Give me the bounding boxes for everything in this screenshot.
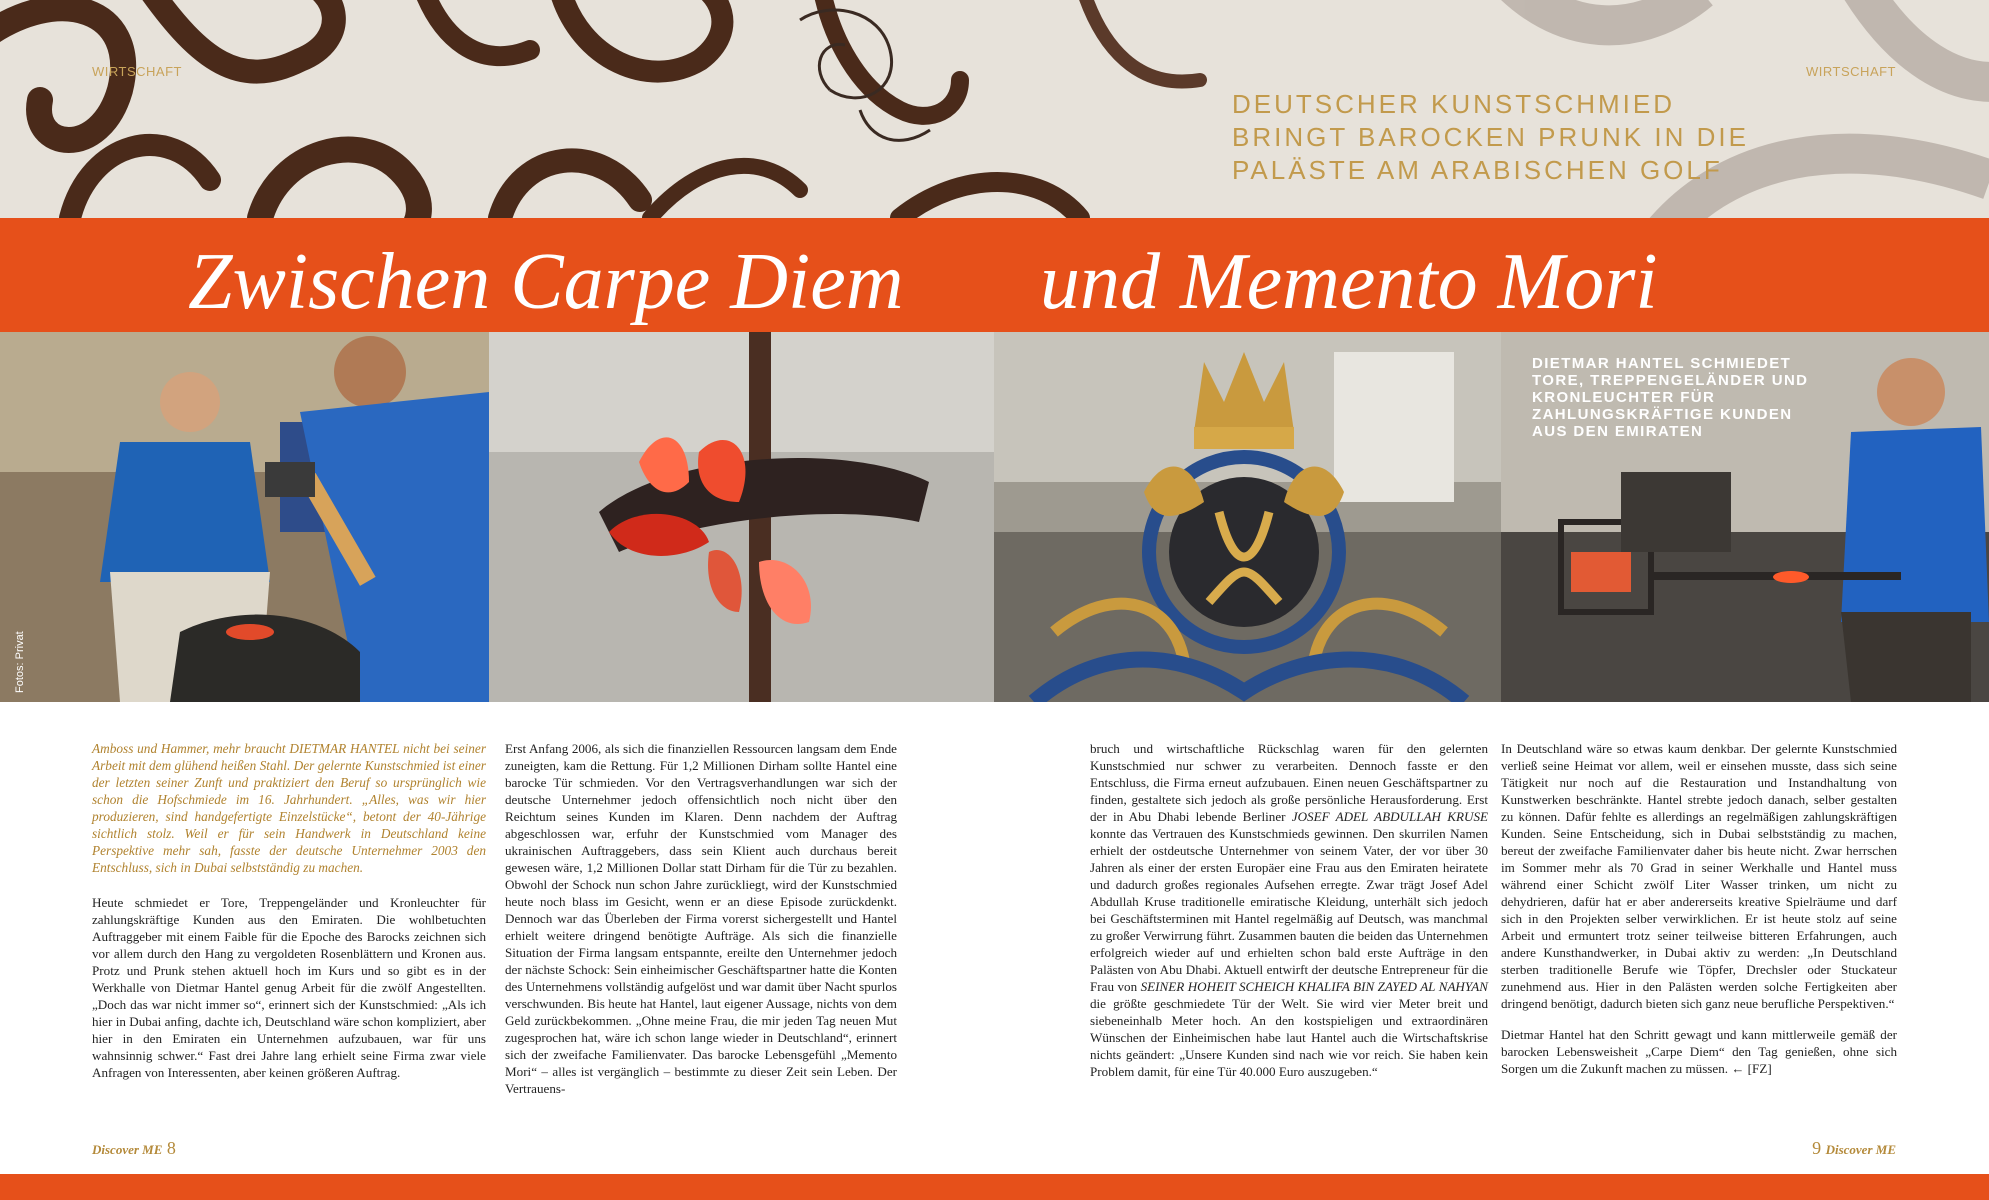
article-paragraph: Dietmar Hantel hat den Schritt gewagt und kann mittlerweile gemäß der barocken Lebensweisheit „Carpe Diem“ den Tag genießen, ohne sich Sorgen um die Zukunft machen zu müssen. ← [FZ] (1501, 1027, 1897, 1076)
text-span: die größte geschmiedete Tür der Welt. Sie wird vier Meter breit und siebeneinhalb Meter hoch. An den kostspieligen und extraordinären Wünschen der Einheimischen habe laut Hantel auch die Wirtschaftskrise nichts geändert: „Unsere Kunden sind nach wie vor reich. Sie haben kein Problem damit, für eine Tür 40.000 Euro auszugeben.“ (1090, 996, 1488, 1079)
article-paragraph: Erst Anfang 2006, als sich die finanziellen Ressourcen langsam dem Ende zuneigten, kam die Rettung. Für 1,2 Millionen Dirham sollte Hantel eine barocke Tür schmieden. Vor den Vertragsverhandlungen war sich der deutsche Unternehmer jedoch offensichtlich noch nicht über den Reichtum seines Kunden im Klaren. Denn nachdem der Auftrag abgeschlossen war, erfuhr der Kunstschmied vom Manager des ukrainischen Auftraggebers, dass sein Klient auch durchaus bereit gewesen wäre, 1,2 Millionen Dollar statt Dirham für die Tür zu bezahlen. Obwohl der Schock nun schon Jahre zurückliegt, wird der Kunstschmied heute noch blass im Gesicht, wenn er an diese Episode zurückdenkt. Dennoch war das Überleben der Firma vorerst sichergestellt und Hantel erhielt weitere dringend benötigte Aufträge. Als sich die finanzielle Situation der Firma langsam entspannte, ereilte den Unternehmer jedoch der nächste Schock: Sein einheimischer Geschäftspartner hatte die Konten des Unternehmens vollständig aufgelöst und war damit über Nacht spurlos verschwunden. Bis heute hat Hantel, laut eigener Aussage, nichts von dem Geld zurückbekommen. „Ohne meine Frau, die mir jeden Tag neuen Mut zugesprochen hat, wäre ich schon lange wieder in Deutschland“, erinnert sich der zweifache Familienvater. Das barocke Lebensgefühl „Memento Mori“ – alles ist vergänglich – bestimmte zu dieser Zeit sein Leben. Der Vertrauens- (505, 741, 897, 1096)
article-paragraph: Heute schmiedet er Tore, Treppengeländer und Kronleuchter für zahlungskräftige Kunden aus den Emiraten. Die wohlbetuchten Auftraggeber mit einem Faible für die Epoche des Barocks zeichnen sich vor allem durch den Hang zu vergoldeten Rosenblättern und Kronen aus. Protz und Prunk stehen aktuell hoch im Kurs und so gibt es in der Werkhalle von Dietmar Hantel genug Arbeit für die zwölf Angestellten. „Doch das war nicht immer so“, erinnert sich der Kunstschmied: „Als ich hier in Dubai anfing, dachte ich, Deutschland wäre schon kompliziert, aber hier in den Emiraten ein Unternehmen aufzubauen, war für uns wahnsinnig schwer.“ Fast drei Jahre lang erhielt seine Firma zwar viele Anfragen von Interessenten, aber keinen größeren Auftrag. (92, 895, 486, 1080)
photo-gilded-crest (994, 332, 1501, 702)
article-title-left: Zwischen Carpe Diem (188, 238, 904, 326)
page-number: 8 (166, 1138, 176, 1158)
article-paragraph (1090, 740, 1488, 1080)
folio-right (1812, 1138, 1896, 1159)
bottom-band (0, 1174, 1989, 1200)
article-lead: Amboss und Hammer, mehr braucht DIETMAR HANTEL nicht bei seiner Arbeit mit dem glühend heißen Stahl. Der gelernte Kunstschmied ist einer der letzten seiner Zunft und praktiziert den Beruf so ursprünglich wie schon die Hofschmiede im 16. Jahrhundert. „Alles, was wir hier produzieren, sind handgefertigte Einzelstücke“, betont der 40-Jährige sichtlich stolz. Weil er für sein Handwerk in Deutschland keine Perspektive mehr sah, fasste der deutsche Unternehmer 2003 den Entschluss, sich in Dubai selbstständig zu machen. (92, 741, 486, 875)
text-column-4 (1501, 740, 1897, 1091)
section-tag-right: WIRTSCHAFT (1806, 64, 1896, 79)
article-subtitle: DEUTSCHER KUNSTSCHMIED BRINGT BAROCKEN PRUNK IN DIE PALÄSTE AM ARABISCHEN GOLF (1232, 89, 1749, 185)
photo-caption: DIETMAR HANTEL SCHMIEDET TORE, TREPPENGELÄNDER UND KRONLEUCHTER FÜR ZAHLUNGSKRÄFTIGE KUNDEN AUS DEN EMIRATEN (1532, 355, 1809, 440)
text-span: konnte das Vertrauen des Kunstschmieds gewinnen. Den skurrilen Namen erhielt der ostdeutsche Unternehmer von seinem Vater, der vor über 30 Jahren als einer der ersten Europäer eine Frau aus den Emiraten heiratete und dadurch großes regionales Aufsehen erregte. Zwar trägt Josef Adel Abdullah Kruse traditionelle emiratische Kleidung, unterhält sich jedoch bei Geschäftsterminen mit Hantel regelmäßig auf Deutsch, was manchmal zu großer Verwirrung führt. Zusammen bauten die beiden das Unternehmen erfolgreich wieder auf und erhielten schon bald erste Aufträge in den Palästen von Abu Dhabi. Aktuell entwirft der deutsche Entrepreneur für die Frau von (1090, 826, 1488, 994)
folio-left (92, 1138, 176, 1159)
article-title-right: und Memento Mori (1040, 238, 1658, 326)
text-span: bruch und wirtschaftliche Rückschlag waren für den gelernten Kunstschmied nur schwer zu verarbeiten. Dennoch fasste er den Entschluss, die Firma erneut aufzubauen. Einen neuen Geschäftspartner zu finden, gestaltete sich jedoch als große persönliche Herausforderung. Erst der in Abu Dhabi lebende Berliner (1090, 741, 1488, 824)
section-tag-left: WIRTSCHAFT (92, 64, 182, 79)
article-paragraph: In Deutschland wäre so etwas kaum denkbar. Der gelernte Kunstschmied verließ seine Heimat vor allem, weil er einsehen musste, dass sich seine Tätigkeit nur noch auf die Restauration und Instandhaltung von Kunstwerken beschränkte. Hantel strebte jedoch danach, selber gestalten zu können. Dafür fehlte es allerdings an regelmäßigen zahlungskräftigen Kunden. Seine Entscheidung, sich in Dubai selbstständig zu machen, bereut der zweifache Familienvater daher bis heute nicht. Zwar herrschen im Sommer mehr als 70 Grad in seiner Werkhalle und Hantel muss während einer Schicht zwölf Liter Wasser trinken, um nicht zu dehydrieren, dafür hat er aber andererseits kreative Spielräume und darf sich in den Projekten selber verwirklichen. Er ist heute stolz auf seine Arbeit und ermuntert trotz seiner teilweise bitteren Erfahrungen, auch andere Kunsthandwerker, in Dubai aktiv zu werden: „In Deutschland sterben traditionelle Berufe wie Töpfer, Drechsler oder Stuckateur zunehmend aus. Hier in den Palästen werden solche Fertigkeiten aber dringend benötigt, dadurch bieten sich ganz neue berufliche Perspektiven.“ (1501, 741, 1897, 1011)
text-column-2 (505, 740, 897, 1111)
title-band (0, 218, 1989, 332)
hero-ironwork-photo (0, 0, 1989, 218)
photo-anvil-hammer (0, 332, 489, 702)
person-name: JOSEF ADEL ABDULLAH KRUSE (1291, 809, 1488, 824)
text-column-1 (92, 740, 486, 1095)
magazine-brand: Discover ME (92, 1142, 163, 1157)
photo-glowing-flower (489, 332, 994, 702)
photo-credit: Fotos: Privat (14, 631, 26, 693)
magazine-brand: Discover ME (1825, 1142, 1896, 1157)
page-number: 9 (1812, 1138, 1822, 1158)
person-name: SEINER HOHEIT SCHEICH KHALIFA BIN ZAYED AL NAHYAN (1140, 979, 1488, 994)
text-column-3 (1090, 740, 1488, 1094)
